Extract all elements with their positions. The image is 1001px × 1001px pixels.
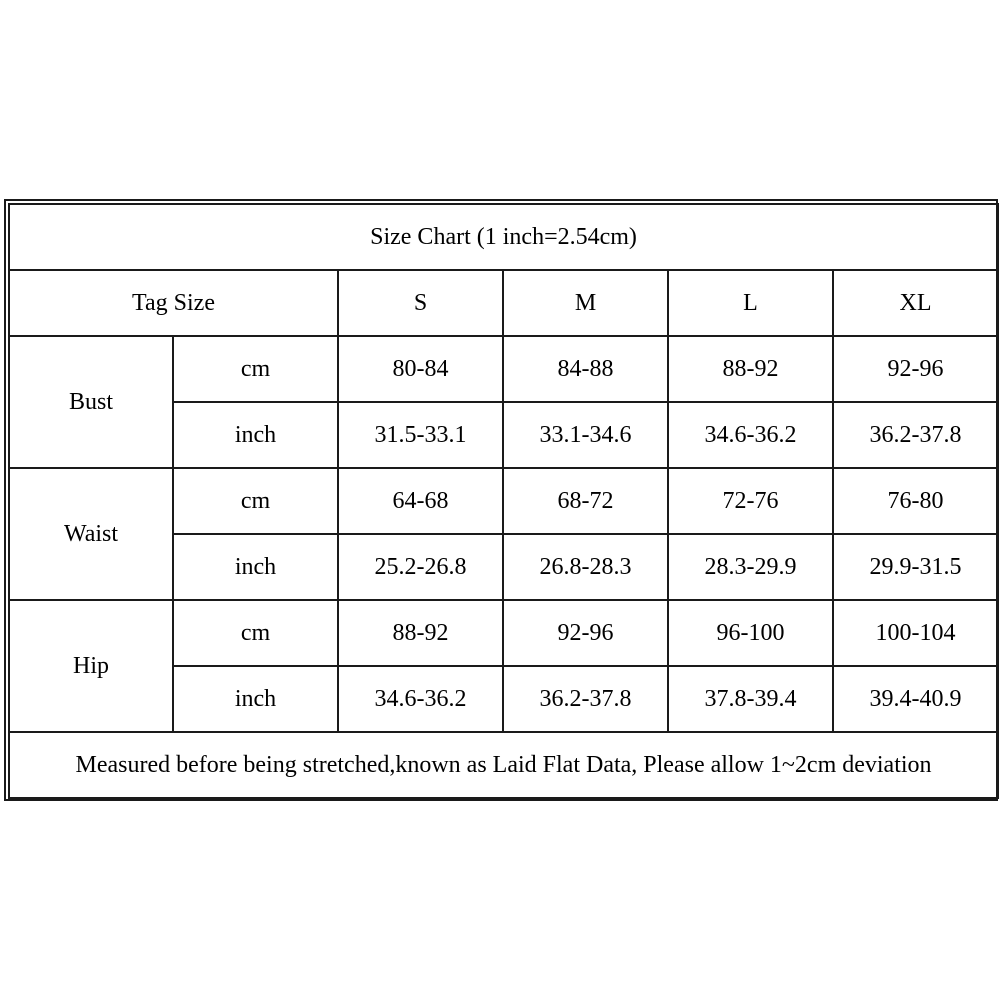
size-header-s: S — [338, 270, 503, 336]
table-cell: 25.2-26.8 — [338, 534, 503, 600]
hip-cm-row — [9, 600, 998, 666]
table-cell: 36.2-37.8 — [503, 666, 668, 732]
table-cell: 76-80 — [833, 468, 998, 534]
unit-label: cm — [173, 600, 338, 666]
table-cell: 31.5-33.1 — [338, 402, 503, 468]
table-cell: 68-72 — [503, 468, 668, 534]
table-cell: 28.3-29.9 — [668, 534, 833, 600]
measure-label-waist: Waist — [9, 468, 173, 600]
header-row — [9, 270, 998, 336]
bust-cm-row — [9, 336, 998, 402]
size-header-xl: XL — [833, 270, 998, 336]
table-cell: 36.2-37.8 — [833, 402, 998, 468]
unit-label: inch — [173, 402, 338, 468]
table-cell: 84-88 — [503, 336, 668, 402]
unit-label: inch — [173, 534, 338, 600]
table-cell: 33.1-34.6 — [503, 402, 668, 468]
measure-label-bust: Bust — [9, 336, 173, 468]
chart-title: Size Chart (1 inch=2.54cm) — [9, 204, 998, 270]
tag-size-label: Tag Size — [9, 270, 338, 336]
measurement-note: Measured before being stretched,known as Laid Flat Data, Please allow 1~2cm deviation — [9, 732, 998, 798]
table-cell: 34.6-36.2 — [668, 402, 833, 468]
measure-label-hip: Hip — [9, 600, 173, 732]
unit-label: cm — [173, 468, 338, 534]
table-cell: 88-92 — [668, 336, 833, 402]
size-chart — [4, 199, 998, 801]
size-header-l: L — [668, 270, 833, 336]
table-cell: 80-84 — [338, 336, 503, 402]
note-row — [9, 732, 998, 798]
unit-label: inch — [173, 666, 338, 732]
table-cell: 72-76 — [668, 468, 833, 534]
table-cell: 88-92 — [338, 600, 503, 666]
table-cell: 29.9-31.5 — [833, 534, 998, 600]
waist-cm-row — [9, 468, 998, 534]
table-cell: 100-104 — [833, 600, 998, 666]
size-header-m: M — [503, 270, 668, 336]
table-cell: 26.8-28.3 — [503, 534, 668, 600]
table-cell: 92-96 — [833, 336, 998, 402]
size-table — [8, 203, 999, 799]
table-cell: 39.4-40.9 — [833, 666, 998, 732]
table-cell: 96-100 — [668, 600, 833, 666]
unit-label: cm — [173, 336, 338, 402]
table-cell: 37.8-39.4 — [668, 666, 833, 732]
table-cell: 64-68 — [338, 468, 503, 534]
table-cell: 92-96 — [503, 600, 668, 666]
table-cell: 34.6-36.2 — [338, 666, 503, 732]
title-row — [9, 204, 998, 270]
